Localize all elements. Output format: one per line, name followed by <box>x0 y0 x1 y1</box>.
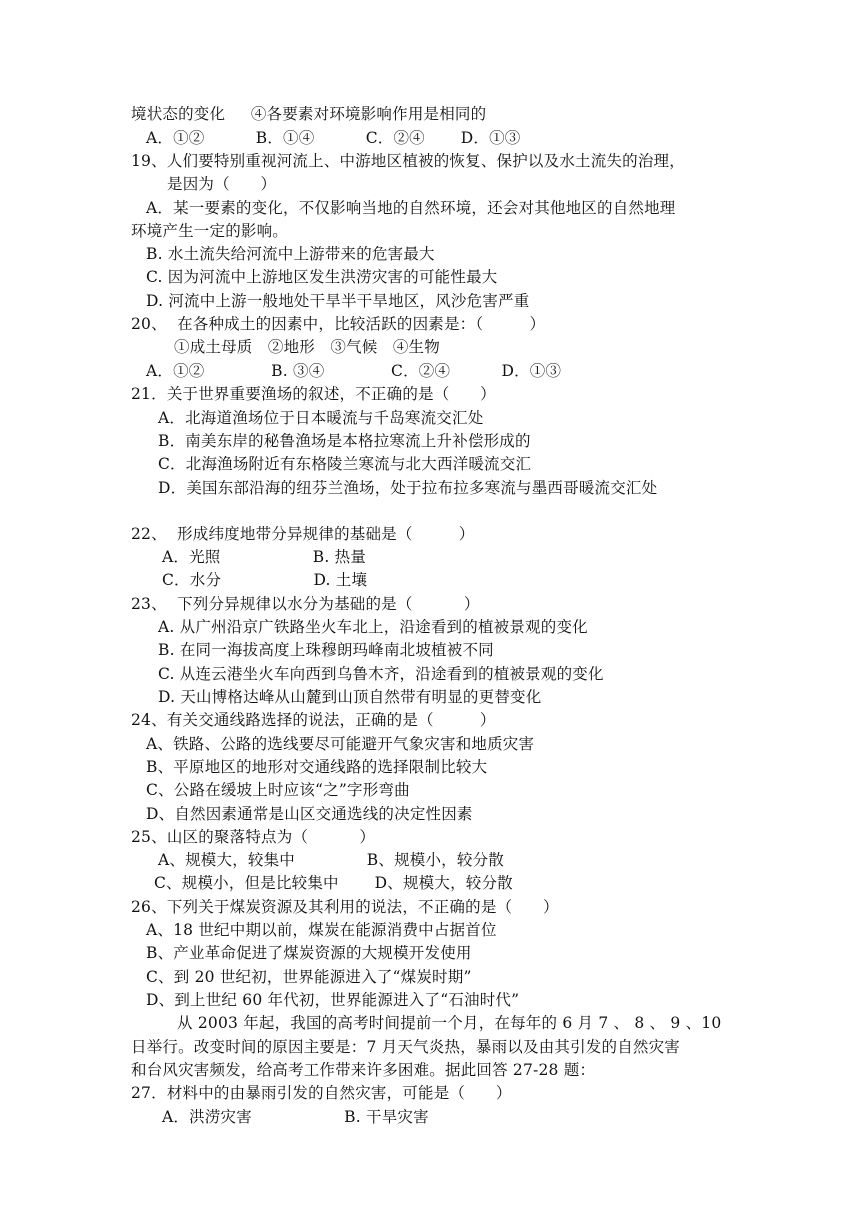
q23-stem: 23、 下列分异规律以水分为基础的是（ ） <box>131 595 480 613</box>
q21-option-b: B．南美东岸的秘鲁渔场是本格拉寒流上升补偿形成的 <box>158 432 531 450</box>
q19-option-c: C. 因为河流中上游地区发生洪涝灾害的可能性最大 <box>146 268 498 286</box>
q21-stem: 21．关于世界重要渔场的叙述，不正确的是（ ） <box>131 385 496 403</box>
material-line-2: 日举行。改变时间的原因主要是：7 月天气炎热，暴雨以及由其引发的自然灾害 <box>131 1038 680 1056</box>
q23-option-a: A. 从广州沿京广铁路坐火车北上，沿途看到的植被景观的变化 <box>158 618 588 636</box>
q26-option-a: A、18 世纪中期以前，煤炭在能源消费中占据首位 <box>146 921 497 939</box>
q20-items: ①成土母质 ②地形 ③气候 ④生物 <box>174 338 440 356</box>
q24-option-c: C、公路在缓坡上时应该“之”字形弯曲 <box>146 781 410 799</box>
q26-option-b: B、产业革命促进了煤炭资源的大规模开发使用 <box>146 944 472 962</box>
q24-option-b: B、平原地区的地形对交通线路的选择限制比较大 <box>146 758 488 776</box>
q20-stem: 20、 在各种成土的因素中，比较活跃的因素是：（ ） <box>131 315 546 333</box>
q22-stem: 22、 形成纬度地带分异规律的基础是（ ） <box>131 525 475 543</box>
q21-option-c: C．北海渔场附近有东格陵兰寒流与北大西洋暖流交汇 <box>158 455 532 473</box>
q27-stem: 27．材料中的由暴雨引发的自然灾害，可能是（ ） <box>131 1084 512 1102</box>
q26-option-d: D、到上世纪 60 年代初，世界能源进入了“石油时代” <box>146 991 520 1009</box>
q19-stem-cont: 是因为（ ） <box>167 175 277 193</box>
q19-option-a: A．某一要素的变化，不仅影响当地的自然环境，还会对其他地区的自然地理 <box>146 199 676 217</box>
q21-option-a: A．北海道渔场位于日本暖流与千岛寒流交汇处 <box>158 409 484 427</box>
q22-options-ab: A．光照 B. 热量 <box>162 548 367 566</box>
q25-options-ab: A、规模大，较集中 B、规模小，较分散 <box>158 851 504 869</box>
q26-option-c: C、到 20 世纪初，世界能源进入了“煤炭时期” <box>146 968 472 986</box>
q19-option-d: D. 河流中上游一般地处干旱半干旱地区，风沙危害严重 <box>146 292 530 310</box>
text-line-1: 境状态的变化 ④各要素对环境影响作用是相同的 <box>131 105 487 123</box>
q20-options: A．①② B. ③④ C．②④ D．①③ <box>146 362 562 380</box>
q24-option-a: A、铁路、公路的选线要尽可能避开气象灾害和地质灾害 <box>146 735 535 753</box>
q19-option-a-cont: 环境产生一定的影响。 <box>131 222 289 240</box>
q23-option-c: C. 从连云港坐火车向西到乌鲁木齐，沿途看到的植被景观的变化 <box>158 665 604 683</box>
q26-stem: 26、下列关于煤炭资源及其利用的说法，不正确的是（ ） <box>131 898 559 916</box>
q19-option-b: B. 水土流失给河流中上游带来的危害最大 <box>146 245 435 263</box>
q25-options-cd: C、规模小，但是比较集中 D、规模大，较分散 <box>154 874 513 892</box>
q21-option-d: D．美国东部沿海的纽芬兰渔场，处于拉布拉多寒流与墨西哥暖流交汇处 <box>158 479 658 497</box>
q24-stem: 24、有关交通线路选择的说法，正确的是（ ） <box>131 711 496 729</box>
q18-options: A．①② B．①④ C．②④ D．①③ <box>146 129 521 147</box>
q22-options-cd: C．水分 D. 土壤 <box>162 571 368 589</box>
q23-option-b: B. 在同一海拔高度上珠穆朗玛峰南北坡植被不同 <box>158 641 494 659</box>
q24-option-d: D、自然因素通常是山区交通选线的决定性因素 <box>146 805 473 823</box>
q27-options-ab: A．洪涝灾害 B. 干旱灾害 <box>162 1108 429 1126</box>
q23-option-d: D. 天山博格达峰从山麓到山顶自然带有明显的更替变化 <box>158 688 542 706</box>
material-line-1: 从 2003 年起，我国的高考时间提前一个月，在每年的 6 月 7 、 8 、 9 、10 <box>177 1014 722 1032</box>
material-line-3: 和台风灾害频发，给高考工作带来许多困难。据此回答 27-28 题： <box>131 1061 596 1079</box>
q19-stem: 19、人们要特别重视河流上、中游地区植被的恢复、保护以及水土流失的治理， <box>131 152 685 170</box>
q25-stem: 25、山区的聚落特点为（ ） <box>131 828 376 846</box>
